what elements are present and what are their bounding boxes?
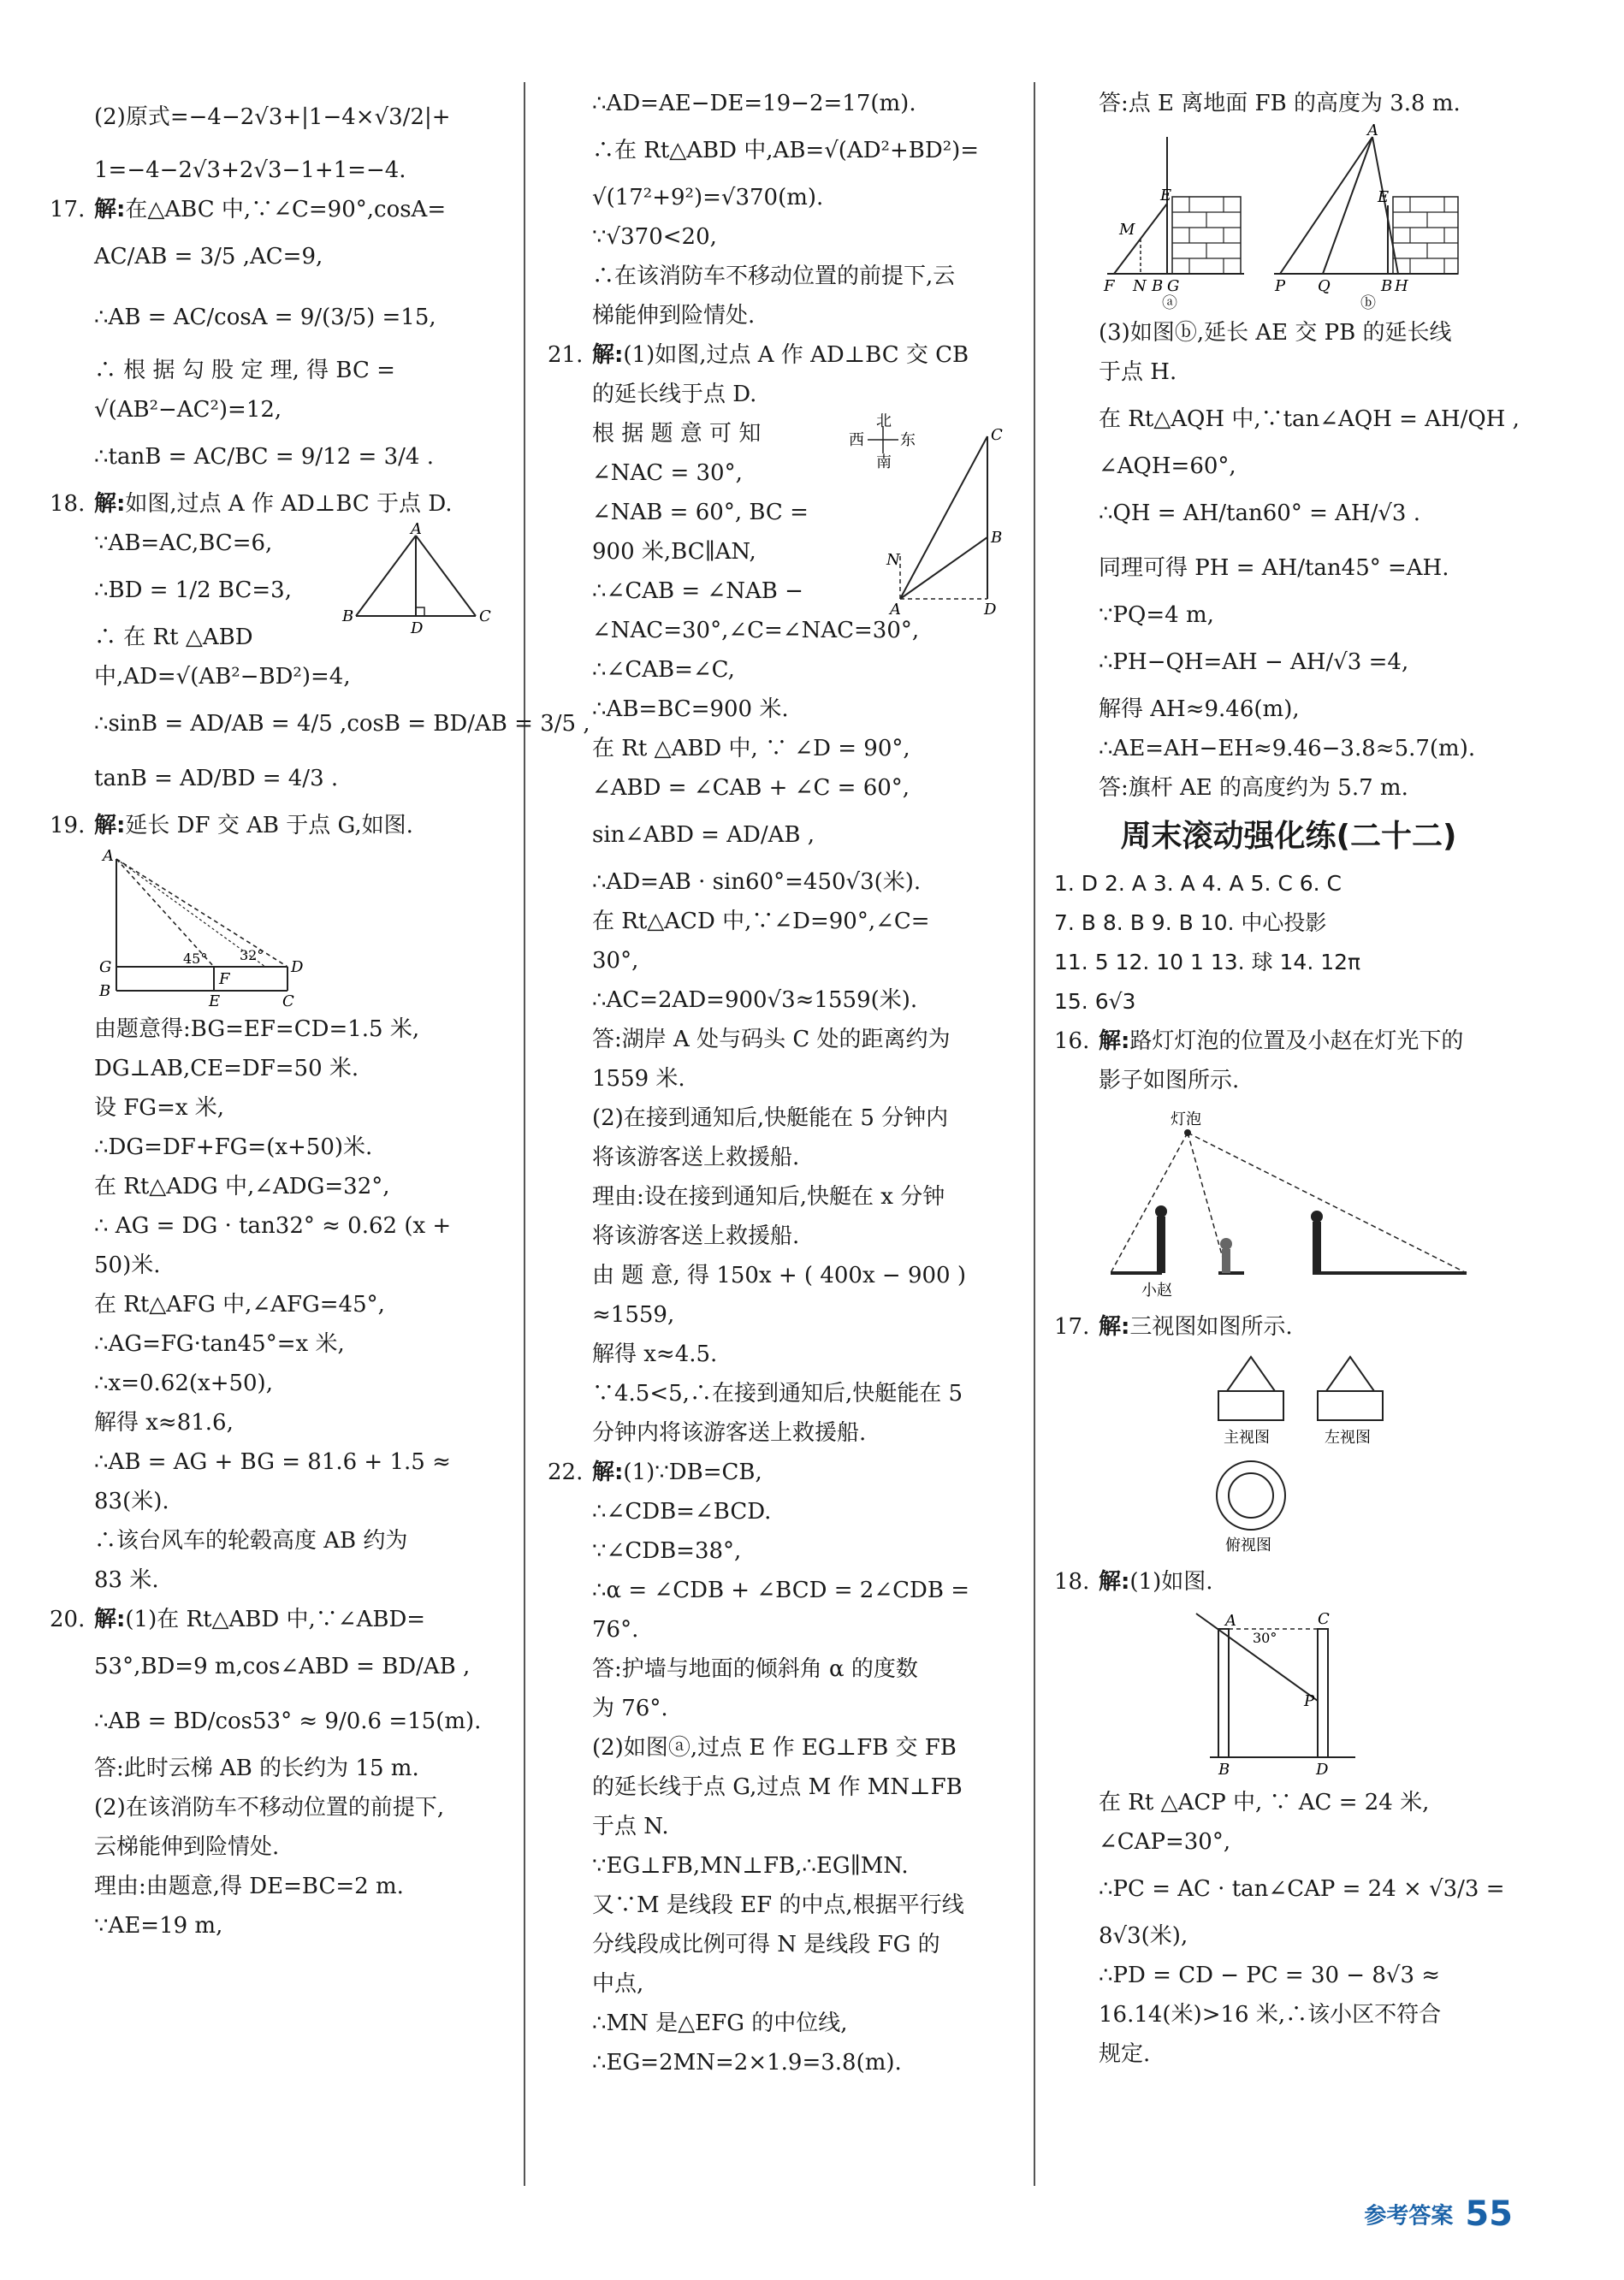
- solution-label: 解:: [94, 813, 126, 838]
- text-line: 中,AD=√(AB²−BD²)=4,: [94, 664, 351, 690]
- angle-45: 45°: [183, 950, 208, 967]
- text-line: 于点 N.: [592, 1814, 669, 1839]
- text-line: 30°,: [592, 948, 639, 974]
- text-line: ∴该台风车的轮毂高度 AB 约为: [94, 1528, 408, 1554]
- question-17: [50, 190, 503, 229]
- text-line: 影子如图所示.: [1099, 1068, 1240, 1093]
- question-number: 17.: [1054, 1314, 1090, 1340]
- text-line: (2)原式=−4−2√3+|1−4×√3/2|+: [94, 104, 451, 130]
- text-line: 53°,BD=9 m,cos∠ABD = BD/AB ,: [94, 1654, 471, 1679]
- label-h: H: [1395, 277, 1408, 295]
- bulb-label: 灯泡: [1171, 1110, 1201, 1128]
- text-line: ∵AE=19 m,: [94, 1913, 223, 1939]
- person-label: 小赵: [1141, 1282, 1172, 1300]
- label-b: B: [991, 529, 1003, 547]
- text-line: 根 据 题 意 可 知: [592, 421, 762, 447]
- answer-line: 11. 5 12. 10 1 13. 球 14. 12π: [1054, 950, 1361, 974]
- text-line: 路灯灯泡的位置及小赵在灯光下的: [1129, 1028, 1464, 1054]
- text-line: ∴PH−QH=AH − AH/√3 =4,: [1099, 649, 1409, 675]
- label-q: Q: [1318, 277, 1331, 295]
- label-a: A: [1225, 1612, 1236, 1630]
- question-number: 18.: [1054, 1569, 1090, 1595]
- angle-30: 30°: [1253, 1630, 1277, 1646]
- text-line: 将该游客送上救援船.: [592, 1223, 800, 1249]
- text-line: 50)米.: [94, 1253, 161, 1278]
- text-line: ∠ABD = ∠CAB + ∠C = 60°,: [592, 775, 910, 801]
- text-line: 8√3(米),: [1099, 1923, 1188, 1949]
- question-number: 21.: [548, 342, 584, 368]
- text-line: (2)在接到通知后,快艇能在 5 分钟内: [592, 1105, 949, 1131]
- text-line: 又∵M 是线段 EF 的中点,根据平行线: [592, 1892, 964, 1918]
- text-line: 在 Rt △ABD 中, ∵ ∠D = 90°,: [592, 736, 910, 761]
- text-line: 在△ABC 中,∵∠C=90°,cosA=: [125, 197, 447, 222]
- text-line: 在 Rt△AFG 中,∠AFG=45°,: [94, 1292, 385, 1318]
- question-17: [1054, 1307, 1523, 1347]
- page-footer: [1364, 2194, 1513, 2234]
- text-line: ∴EG=2MN=2×1.9=3.8(m).: [592, 2050, 902, 2076]
- text-line: ∴AD=AB · sin60°=450√3(米).: [592, 869, 922, 895]
- text-line: 答:护墙与地面的倾斜角 α 的度数: [592, 1656, 918, 1682]
- solution-label: 解:: [94, 491, 126, 517]
- label-d: D: [291, 958, 304, 976]
- text-line: ∠CAP=30°,: [1099, 1829, 1231, 1855]
- question-number: 18.: [50, 491, 86, 517]
- text-line: 76°.: [592, 1617, 639, 1643]
- text-line: ∴ 在 Rt △ABD: [94, 625, 253, 650]
- text-line: 答:旗杆 AE 的高度约为 5.7 m.: [1099, 775, 1408, 801]
- text-line: 答:此时云梯 AB 的长约为 15 m.: [94, 1756, 419, 1781]
- text-line: 的延长线于点 D.: [592, 382, 757, 407]
- text-line: ∴在 Rt△ABD 中,AB=√(AD²+BD²)=: [592, 138, 980, 163]
- text-line: ∵EG⊥FB,MN⊥FB,∴EG∥MN.: [592, 1853, 909, 1879]
- text-line: 于点 H.: [1099, 359, 1177, 385]
- label-c: C: [479, 607, 491, 625]
- label-f: F: [219, 970, 230, 988]
- label-n: N: [886, 551, 900, 569]
- text-line: (2)在该消防车不移动位置的前提下,: [94, 1795, 445, 1821]
- label-e: E: [1160, 187, 1172, 204]
- text-line: ∴AD=AE−DE=19−2=17(m).: [592, 91, 916, 116]
- label-c: C: [991, 426, 1003, 444]
- label-g: G: [1167, 277, 1180, 295]
- text-line: 900 米,BC∥AN,: [592, 539, 756, 565]
- text-line: (2)如图ⓐ,过点 E 作 EG⊥FB 交 FB: [592, 1735, 957, 1761]
- text-line: ∴ 根 据 勾 股 定 理, 得 BC =: [94, 358, 395, 383]
- section-title: 周末滚动强化练(二十二): [1120, 819, 1457, 854]
- question-number: 19.: [50, 813, 86, 838]
- question-16: [1054, 1022, 1523, 1061]
- text-line: (1)在 Rt△ABD 中,∵∠ABD=: [125, 1607, 426, 1632]
- text-line: DG⊥AB,CE=DF=50 米.: [94, 1056, 359, 1081]
- text-line: 解得 x≈81.6,: [94, 1410, 234, 1436]
- text-line: ∵4.5<5,∴在接到通知后,快艇能在 5: [592, 1381, 963, 1406]
- label-d: D: [1316, 1761, 1329, 1779]
- figure-triangle-abc: [341, 520, 495, 643]
- text-line: ∴PD = CD − PC = 30 − 8√3 ≈: [1099, 1963, 1441, 1988]
- west-label: 西: [849, 431, 864, 449]
- figure-windmill: [50, 847, 503, 1010]
- left-view-label: 左视图: [1325, 1429, 1371, 1447]
- text-line: ∴∠CAB=∠C,: [592, 657, 735, 683]
- answer-line: 15. 6√3: [1054, 989, 1136, 1014]
- label-g: G: [99, 958, 112, 976]
- text-line: 如图,过点 A 作 AD⊥BC 于点 D.: [125, 491, 453, 517]
- text-line: sin∠ABD = AD/AB ,: [592, 822, 815, 848]
- caption-b: ⓑ: [1360, 294, 1376, 312]
- text-line: ∴AB = BD/cos53° ≈ 9/0.6 =15(m).: [94, 1709, 482, 1734]
- solution-label: 解:: [94, 1607, 126, 1632]
- label-f: F: [1104, 277, 1115, 295]
- text-line: 分钟内将该游客送上救援船.: [592, 1420, 867, 1446]
- label-m: M: [1119, 221, 1135, 239]
- text-line: 理由:由题意,得 DE=BC=2 m.: [94, 1874, 404, 1899]
- text-line: 由题意得:BG=EF=CD=1.5 米,: [94, 1016, 420, 1042]
- text-line: ∴x=0.62(x+50),: [94, 1371, 273, 1396]
- text-line: 由 题 意, 得 150x + ( 400x − 900 ): [592, 1263, 966, 1288]
- text-line: ∵∠CDB=38°,: [592, 1538, 742, 1564]
- label-b: B: [1381, 277, 1393, 295]
- text-line: ∵PQ=4 m,: [1099, 602, 1214, 628]
- label-a: A: [103, 847, 114, 865]
- east-label: 东: [900, 431, 916, 449]
- column-right: [1054, 84, 1523, 2074]
- text-line: 理由:设在接到通知后,快艇在 x 分钟: [592, 1184, 945, 1210]
- south-label: 南: [876, 453, 892, 471]
- text-line: 设 FG=x 米,: [94, 1095, 225, 1121]
- text-line: ∴tanB = AC/BC = 9/12 = 3/4 .: [94, 444, 434, 470]
- text-line: 延长 DF 交 AB 于点 G,如图.: [125, 813, 413, 838]
- figure-wall-ab: [1054, 121, 1523, 312]
- text-line: 云梯能伸到险情处.: [94, 1834, 280, 1860]
- text-line: 解得 AH≈9.46(m),: [1099, 696, 1300, 722]
- label-n: N: [1133, 277, 1147, 295]
- label-p: P: [1275, 277, 1286, 295]
- text-line: AC/AB = 3/5 ,AC=9,: [94, 244, 323, 269]
- text-line: tanB = AD/BD = 4/3 .: [94, 766, 339, 791]
- top-view-label: 俯视图: [1225, 1537, 1271, 1555]
- angle-32: 32°: [240, 947, 264, 963]
- text-line: ∴AB = AC/cosA = 9/(3/5) =15,: [94, 305, 436, 330]
- text-line: ∴AE=AH−EH≈9.46−3.8≈5.7(m).: [1099, 736, 1476, 761]
- label-a: A: [890, 601, 901, 619]
- text-line: 83 米.: [94, 1567, 159, 1593]
- text-line: (3)如图ⓑ,延长 AE 交 PB 的延长线: [1099, 320, 1452, 346]
- text-line: 在 Rt △ACP 中, ∵ AC = 24 米,: [1099, 1790, 1430, 1815]
- text-line: ∴DG=DF+FG=(x+50)米.: [94, 1134, 373, 1160]
- text-line: 规定.: [1099, 2041, 1151, 2067]
- text-line: 中点,: [592, 1971, 644, 1997]
- text-line: (1)如图.: [1129, 1569, 1213, 1595]
- solution-label: 解:: [592, 342, 624, 368]
- answer-line: 7. B 8. B 9. B 10. 中心投影: [1054, 910, 1327, 935]
- text-line: ∴ AG = DG · tan32° ≈ 0.62 (x +: [94, 1213, 452, 1239]
- text-line: 梯能伸到险情处.: [592, 303, 756, 329]
- column-middle: [548, 84, 1014, 2082]
- front-view-label: 主视图: [1224, 1429, 1270, 1447]
- solution-label: 解:: [1099, 1314, 1130, 1340]
- question-20: [50, 1600, 503, 1639]
- label-b: B: [1218, 1761, 1230, 1779]
- text-line: 83(米).: [94, 1489, 169, 1514]
- label-a: A: [411, 520, 422, 538]
- figure-lake-map: [849, 412, 1013, 622]
- text-line: 在 Rt△AQH 中,∵tan∠AQH = AH/QH ,: [1099, 406, 1520, 432]
- label-p: P: [1304, 1692, 1315, 1710]
- text-line: 答:点 E 离地面 FB 的高度为 3.8 m.: [1099, 91, 1461, 116]
- question-21: [548, 335, 1014, 375]
- figure-streetlight-shadows: [1054, 1105, 1523, 1302]
- question-19: [50, 806, 503, 845]
- question-number: 22.: [548, 1460, 584, 1485]
- column-divider-1: [524, 82, 525, 2186]
- footer-label: 参考答案: [1364, 2203, 1454, 2230]
- question-number: 20.: [50, 1607, 86, 1632]
- question-number: 16.: [1054, 1028, 1090, 1054]
- text-line: 在 Rt△ACD 中,∵∠D=90°,∠C=: [592, 909, 930, 934]
- question-number: 17.: [50, 197, 86, 222]
- solution-label: 解:: [592, 1460, 624, 1485]
- text-line: 将该游客送上救援船.: [592, 1145, 800, 1170]
- figure-buildings: [1054, 1607, 1523, 1778]
- solution-label: 解:: [1099, 1028, 1130, 1054]
- question-22: [548, 1453, 1014, 1492]
- text-line: 解得 x≈4.5.: [592, 1341, 718, 1367]
- text-line: 为 76°.: [592, 1696, 668, 1721]
- text-line: (1)∵DB=CB,: [623, 1460, 762, 1485]
- text-line: ∴sinB = AD/AB = 4/5 ,cosB = BD/AB = 3/5 ,: [94, 711, 590, 737]
- north-label: 北: [876, 412, 892, 430]
- text-line: 16.14(米)>16 米,∴该小区不符合: [1099, 2002, 1442, 2028]
- label-b: B: [99, 982, 111, 1000]
- text-line: 三视图如图所示.: [1129, 1314, 1293, 1340]
- text-line: ≈1559,: [592, 1302, 675, 1328]
- text-line: ∵AB=AC,BC=6,: [94, 530, 273, 556]
- answer-line: 1. D 2. A 3. A 4. A 5. C 6. C: [1054, 871, 1342, 896]
- text-line: 分线段成比例可得 N 是线段 FG 的: [592, 1932, 940, 1957]
- text-line: ∴AC=2AD=900√3≈1559(米).: [592, 987, 918, 1013]
- text-line: ∴AG=FG·tan45°=x 米,: [94, 1331, 345, 1357]
- solution-label: 解:: [94, 197, 126, 222]
- solution-label: 解:: [1099, 1569, 1130, 1595]
- label-a: A: [1367, 121, 1378, 139]
- text-line: 答:湖岸 A 处与码头 C 处的距离约为: [592, 1027, 951, 1052]
- label-b: B: [342, 607, 354, 625]
- text-line: 在 Rt△ADG 中,∠ADG=32°,: [94, 1174, 390, 1199]
- question-18: [50, 484, 503, 524]
- label-b: B: [1152, 277, 1164, 295]
- text-line: ∴在该消防车不移动位置的前提下,云: [592, 264, 956, 289]
- text-line: ∴AB=BC=900 米.: [592, 696, 789, 722]
- text-line: ∠NAB = 60°, BC =: [592, 500, 809, 525]
- column-divider-2: [1034, 82, 1035, 2186]
- figure-three-views: [1054, 1352, 1523, 1557]
- question-18: [1054, 1562, 1523, 1602]
- text-line: ∴α = ∠CDB + ∠BCD = 2∠CDB =: [592, 1578, 970, 1603]
- page-number: 55: [1465, 2194, 1513, 2234]
- text-line: ∠NAC=30°,∠C=∠NAC=30°,: [592, 618, 920, 643]
- label-e: E: [209, 992, 221, 1010]
- text-line: 1=−4−2√3+2√3−1+1=−4.: [94, 157, 406, 183]
- label-e: E: [1378, 188, 1390, 206]
- text-line: √(AB²−AC²)=12,: [94, 397, 282, 423]
- text-line: ∴PC = AC · tan∠CAP = 24 × √3/3 =: [1099, 1876, 1505, 1902]
- label-d: D: [984, 601, 997, 619]
- text-line: ∴BD = 1/2 BC=3,: [94, 577, 292, 603]
- text-line: ∵√370<20,: [592, 224, 717, 250]
- text-line: ∴∠CDB=∠BCD.: [592, 1499, 772, 1525]
- text-line: 1559 米.: [592, 1066, 685, 1092]
- text-line: ∴∠CAB = ∠NAB −: [592, 578, 803, 604]
- text-line: (1)如图,过点 A 作 AD⊥BC 交 CB: [623, 342, 969, 368]
- label-c: C: [1318, 1610, 1330, 1628]
- text-line: ∠NAC = 30°,: [592, 460, 743, 486]
- text-line: 同理可得 PH = AH/tan45° =AH.: [1099, 555, 1449, 581]
- text-line: 的延长线于点 G,过点 M 作 MN⊥FB: [592, 1774, 963, 1800]
- text-line: ∴QH = AH/tan60° = AH/√3 .: [1099, 500, 1420, 526]
- text-line: ∴AB = AG + BG = 81.6 + 1.5 ≈: [94, 1449, 451, 1475]
- caption-a: ⓐ: [1162, 294, 1177, 312]
- label-c: C: [282, 992, 294, 1010]
- text-line: ∠AQH=60°,: [1099, 453, 1236, 479]
- text-line: ∴MN 是△EFG 的中位线,: [592, 2011, 848, 2036]
- text-line: √(17²+9²)=√370(m).: [592, 185, 824, 210]
- label-d: D: [411, 619, 424, 637]
